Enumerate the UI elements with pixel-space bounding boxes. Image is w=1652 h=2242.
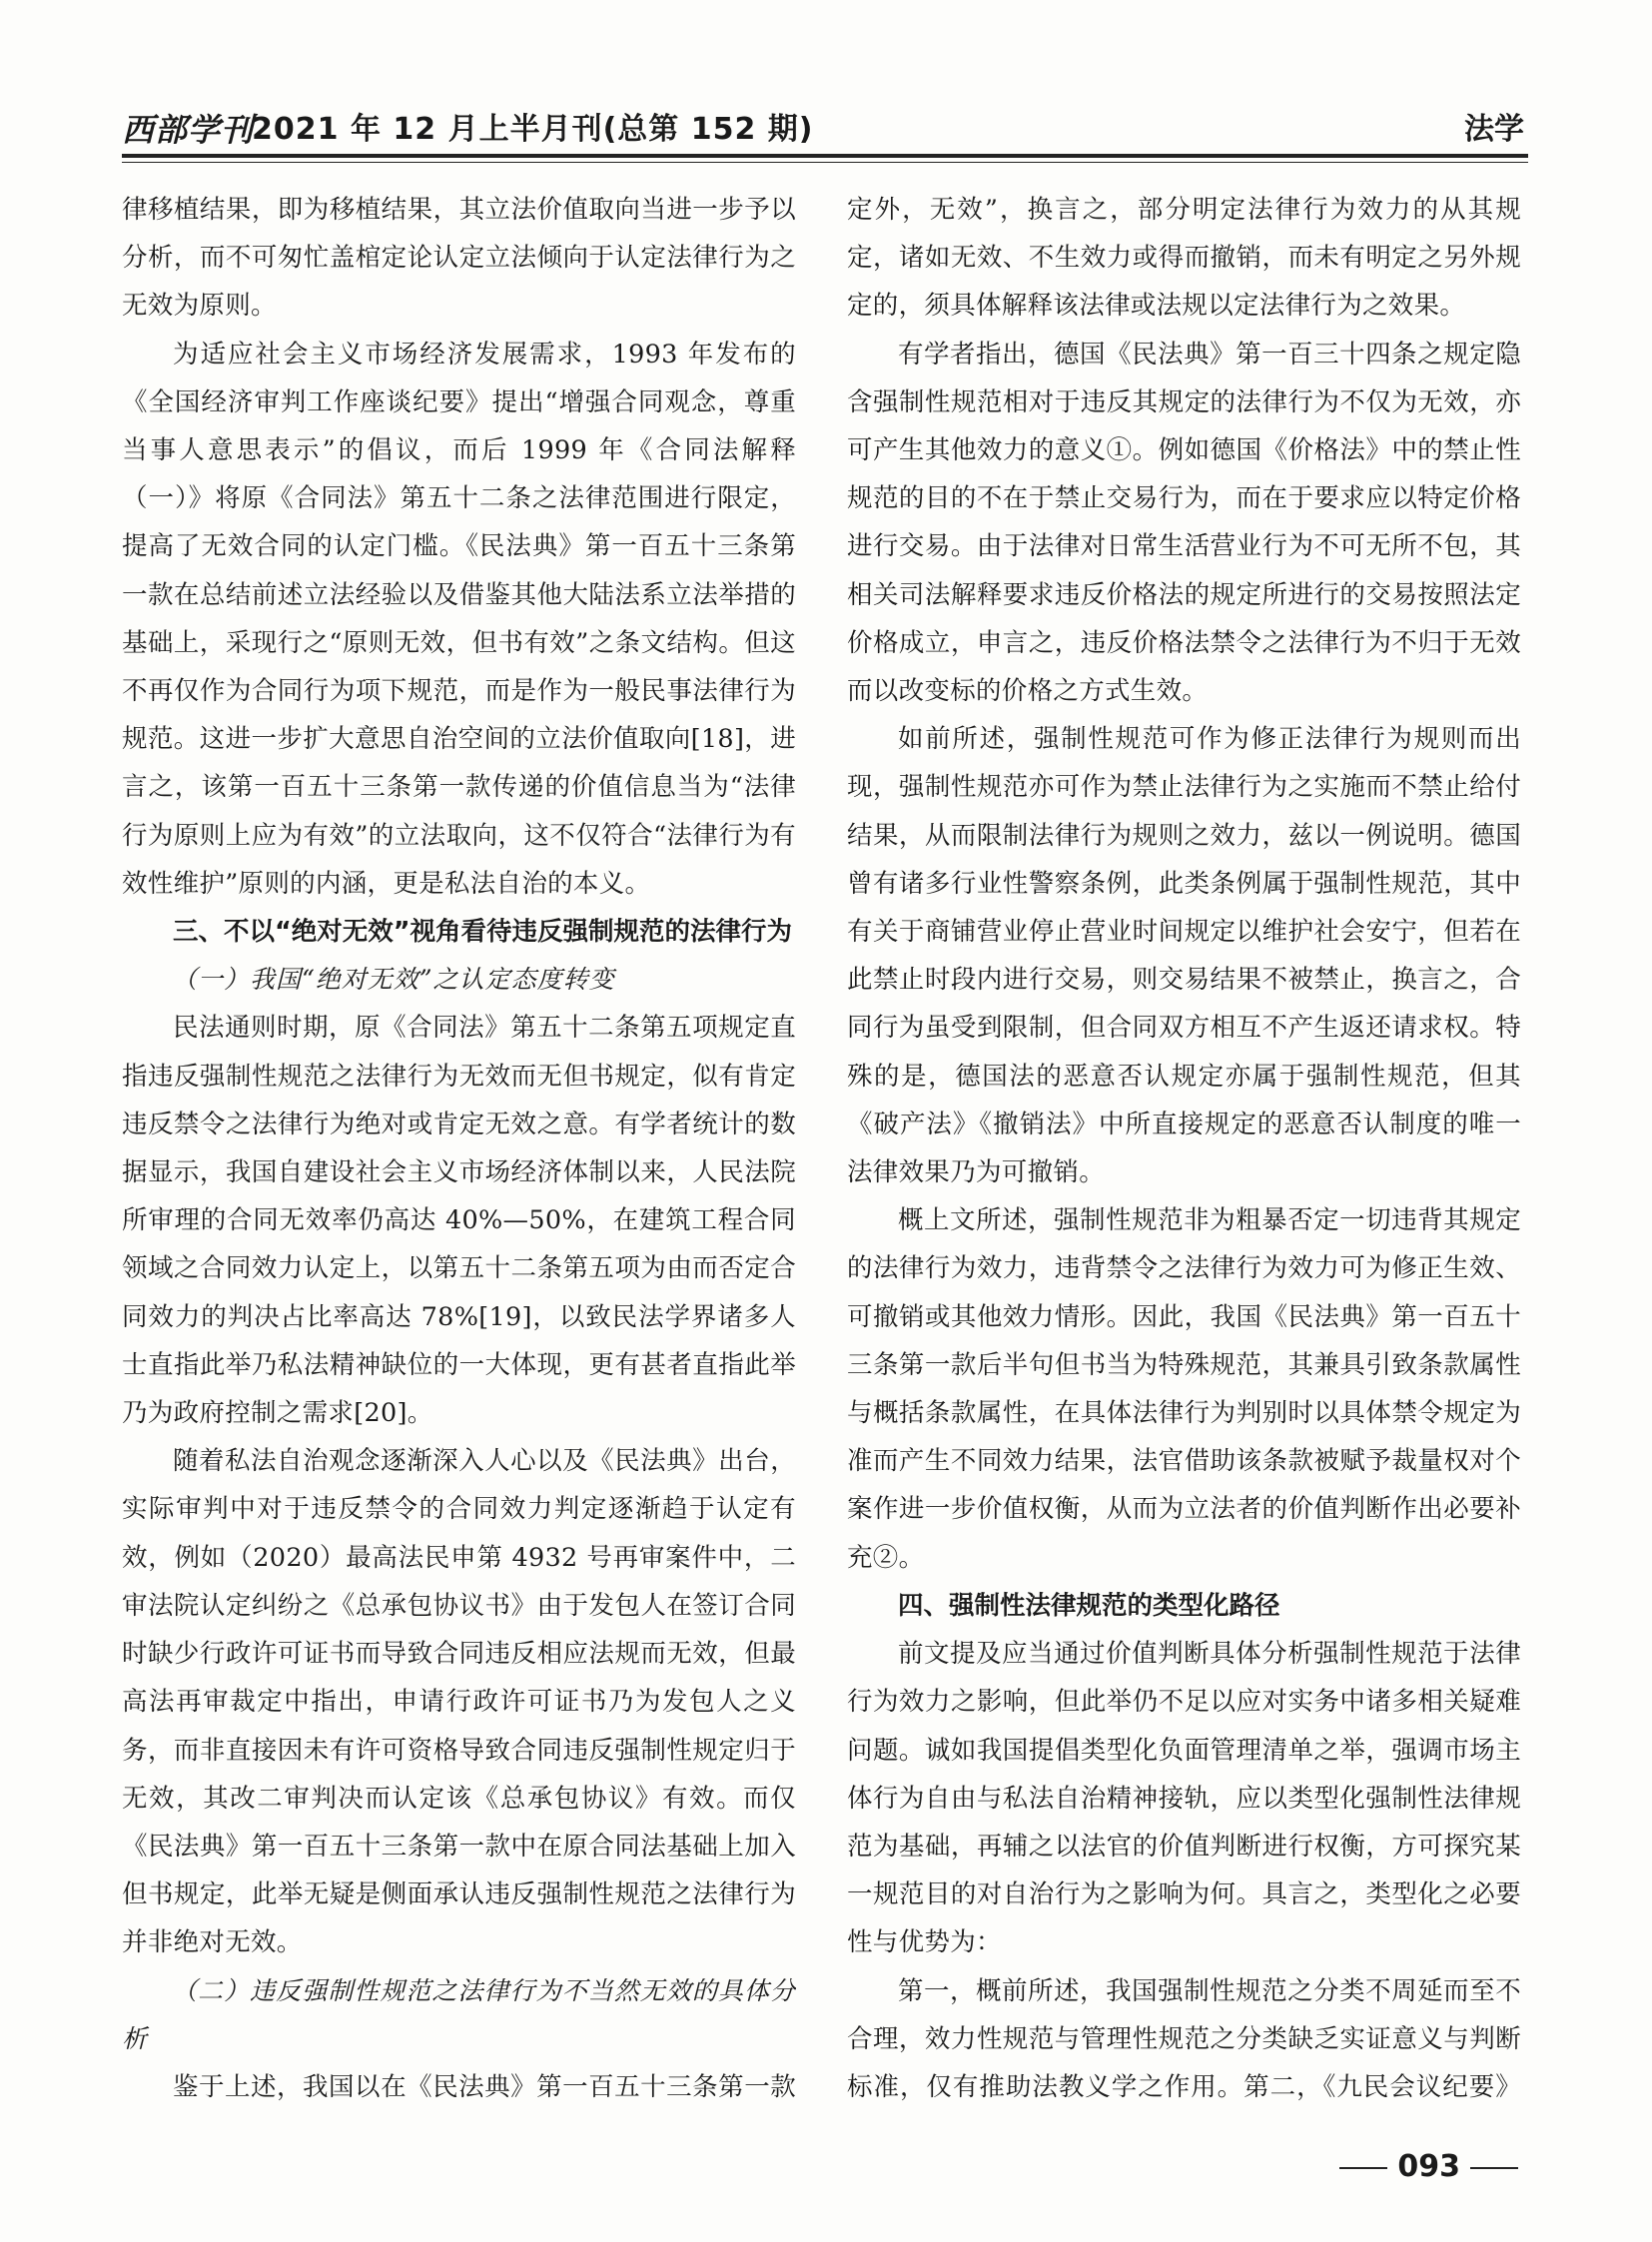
running-header — [122, 110, 1528, 158]
left-column — [122, 186, 796, 2113]
paragraph: 概上文所述，强制性规范非为粗暴否定一切违背其规定的法律行为效力，违背禁令之法律行为效力可为修正生效、可撤销或其他效力情形。因此，我国《民法典》第一百五十三条第一款后半句但书当为特殊规范，其兼具引致条款属性与概括条款属性，在具体法律行为判别时以具体禁令规定为准而产生不同效力结果，法官借助该条款被赋予裁量权对个案作进一步价值权衡，从而为立法者的价值判断作出必要补充②。 — [847, 1205, 1521, 1573]
paragraph: 随着私法自治观念逐渐深入人心以及《民法典》出台，实际审判中对于违反禁令的合同效力判定逐渐趋于认定有效，例如（2020）最高法民申第 4932 号再审案件中，二审法院认定纠纷之《总承包协议书》由于发包人在签订合同时缺少行政许可证书而导致合同违反相应法规而无效，但最高法再审裁定中指出，申请行政许可证书乃为发包人之义务，而非直接因未有许可资格导致合同违反强制性规定归于无效，其改二审判决而认定该《总承包协议》有效。而仅《民法典》第一百五十三条第一款中在原合同法基础上加入但书规定，此举无疑是侧面承认违反强制性规范之法律行为并非绝对无效。 — [122, 1446, 796, 1958]
section-heading: 三、不以“绝对无效”视角看待违反强制规范的法律行为 — [173, 917, 793, 948]
paragraph: 前文提及应当通过价值判断具体分析强制性规范于法律行为效力之影响，但此举仍不足以应对实务中诸多相关疑难问题。诚如我国提倡类型化负面管理清单之举，强调市场主体行为自由与私法自治精神接轨，应以类型化强制性法律规范为基础，再辅之以法官的价值判断进行权衡，方可探究某一规范目的对自治行为之影响为何。具言之，类型化之必要性与优势为： — [847, 1639, 1521, 1958]
paragraph: 第一，概前所述，我国强制性规范之分类不周延而至不合理，效力性规范与管理性规范之分类缺乏实证意义与判断标准，仅有推助法教义学之作用。第二，《九民会议纪要》 — [847, 1975, 1521, 2102]
paragraph: 鉴于上述，我国以在《民法典》第一百五十三条第一款 — [173, 2071, 796, 2102]
paragraph: 律移植结果，即为移植结果，其立法价值取向当进一步予以分析，而不可匆忙盖棺定论认定立法倾向于认定法律行为之无效为原则。 — [122, 195, 796, 322]
page-footer — [1328, 2145, 1528, 2189]
subsection-heading: （一）我国“绝对无效”之认定态度转变 — [172, 965, 615, 995]
footer-dash-left — [1339, 2167, 1387, 2169]
paragraph: 如前所述，强制性规范可作为修正法律行为规则而出现，强制性规范亦可作为禁止法律行为之实施而不禁止给付结果，从而限制法律行为规则之效力，兹以一例说明。德国曾有诸多行业性警察条例，此类条例属于强制性规范，其中有关于商铺营业停止营业时间规定以维护社会安宁，但若在此禁止时段内进行交易，则交易结果不被禁止，换言之，合同行为虽受到限制，但合同双方相互不产生返还请求权。特殊的是，德国法的恶意否认规定亦属于强制性规范，但其《破产法》《撤销法》中所直接规定的恶意否认制度的唯一法律效果乃为可撤销。 — [847, 724, 1521, 1188]
paragraph: 为适应社会主义市场经济发展需求，1993 年发布的《全国经济审判工作座谈纪要》提出“增强合同观念，尊重当事人意思表示”的倡议，而后 1999 年《合同法解释（一）》将原《合同法》第五十二条之法律范围进行限定，提高了无效合同的认定门槛。《民法典》第一百五十三条第一款在总结前述立法经验以及借鉴其他大陆法系立法举措的基础上，采现行之“原则无效，但书有效”之条文结构。但这不再仅作为合同行为项下规范，而是作为一般民事法律行为规范。这进一步扩大意思自治空间的立法价值取向[18]，进言之，该第一百五十三条第一款传递的价值信息当为“法律行为原则上应为有效”的立法取向，这不仅符合“法律行为有效性维护”原则的内涵，更是私法自治的本义。 — [122, 339, 796, 899]
paragraph: 有学者指出，德国《民法典》第一百三十四条之规定隐含强制性规范相对于违反其规定的法律行为不仅为无效，亦可产生其他效力的意义①。例如德国《价格法》中的禁止性规范的目的不在于禁止交易行为，而在于要求应以特定价格进行交易。由于法律对日常生活营业行为不可无所不包，其相关司法解释要求违反价格法的规定所进行的交易按照法定价格成立，申言之，违反价格法禁令之法律行为不归于无效而以改变标的价格之方式生效。 — [847, 339, 1521, 707]
issue-info: 2021 年 12 月上半月刊(总第 152 期) — [252, 112, 814, 147]
paragraph: 定外，无效”，换言之，部分明定法律行为效力的从其规定，诸如无效、不生效力或得而撤销，而未有明定之另外规定的，须具体解释该法律或法规以定法律行为之效果。 — [847, 195, 1521, 322]
page-number: 093 — [1397, 2149, 1460, 2184]
paragraph: 民法通则时期，原《合同法》第五十二条第五项规定直指违反强制性规范之法律行为无效而无但书规定，似有肯定违反禁令之法律行为绝对或肯定无效之意。有学者统计的数据显示，我国自建设社会主义市场经济体制以来，人民法院所审理的合同无效率仍高达 40%—50%，在建筑工程合同领域之合同效力认定上，以第五十二条第五项为由而否定合同效力的判决占比率高达 78%[19]，以致民法学界诸多人士直指此举乃私法精神缺位的一大体现，更有甚者直指此举乃为政府控制之需求[20]。 — [122, 1013, 796, 1429]
footer-dash-right — [1470, 2167, 1518, 2169]
section-label: 法学 — [1464, 112, 1524, 147]
journal-name: 西部学刊 — [122, 111, 255, 149]
right-column — [847, 186, 1521, 2113]
subsection-heading: （二）违反强制性规范之法律行为不当然无效的具体分析 — [122, 1975, 796, 2053]
section-heading: 四、强制性法律规范的类型化路径 — [898, 1590, 1280, 1621]
